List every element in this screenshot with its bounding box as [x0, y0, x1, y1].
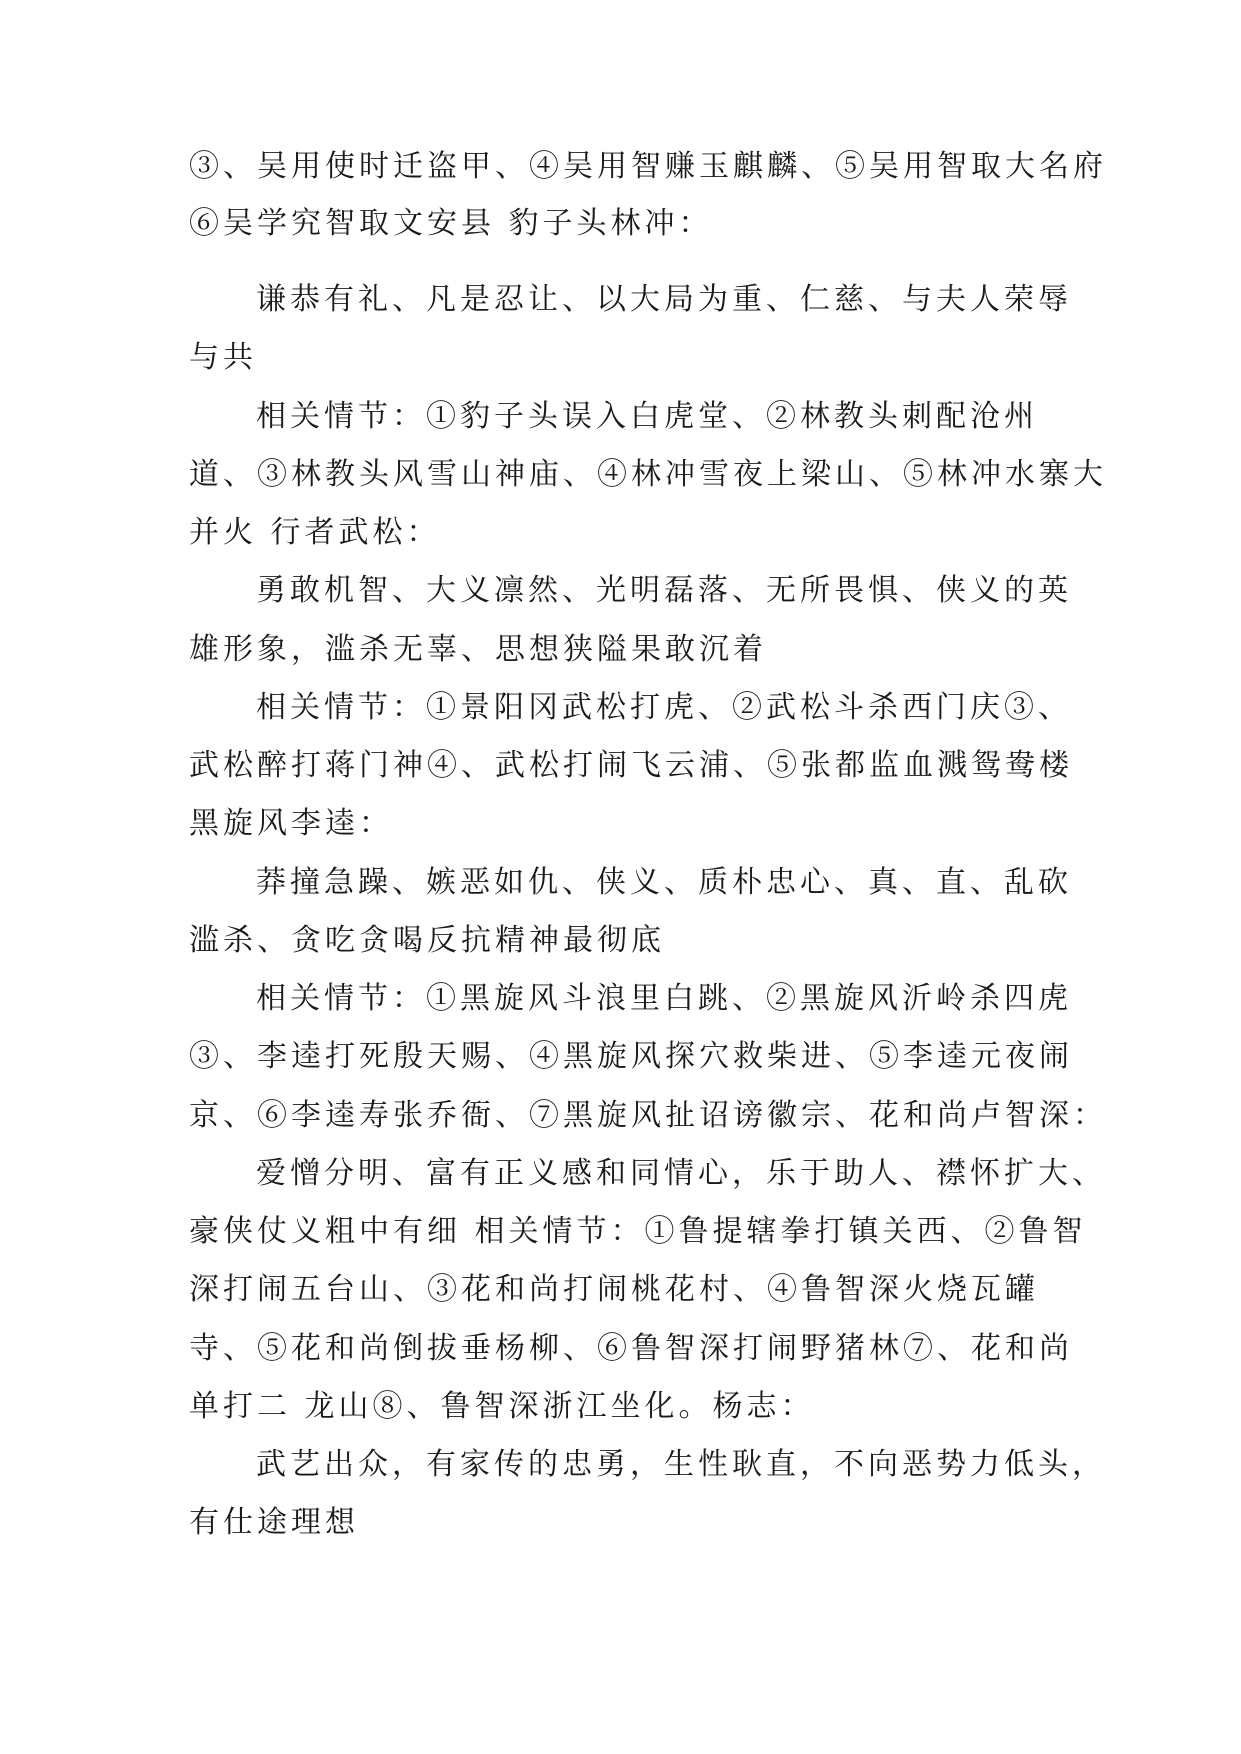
text-line: 深打闹五台山、③花和尚打闹桃花村、④鲁智深火烧瓦罐	[189, 1272, 1039, 1307]
text-line: 单打二 龙山⑧、鲁智深浙江坐化。杨志：	[189, 1389, 815, 1424]
text-line: ⑥吴学究智取文安县 豹子头林冲：	[189, 206, 713, 241]
text-line: 武艺出众，有家传的忠勇，生性耿直，不向恶势力低头，	[256, 1447, 1106, 1482]
text-line: 并火 行者武松：	[189, 515, 441, 550]
text-line: ③、李逵打死殷天赐、④黑旋风探穴救柴进、⑤李逵元夜闹	[189, 1039, 1073, 1074]
text-line: 相关情节：①黑旋风斗浪里白跳、②黑旋风沂岭杀四虎	[256, 981, 1072, 1016]
text-line: 寺、⑤花和尚倒拔垂杨柳、⑥鲁智深打闹野猪林⑦、花和尚	[189, 1331, 1073, 1366]
text-line: 京、⑥李逵寿张乔衙、⑦黑旋风扯诏谤徽宗、花和尚卢智深：	[189, 1098, 1107, 1133]
text-line: 爱憎分明、富有正义感和同情心，乐于助人、襟怀扩大、	[256, 1156, 1106, 1191]
text-line: 豪侠仗义粗中有细 相关情节：①鲁提辖拳打镇关西、②鲁智	[189, 1214, 1087, 1249]
text-line: 相关情节：①景阳冈武松打虎、②武松斗杀西门庆③、	[256, 690, 1072, 725]
text-line: 武松醉打蒋门神④、武松打闹飞云浦、⑤张都监血溅鸳鸯楼	[189, 748, 1073, 783]
text-line: 道、③林教头风雪山神庙、④林冲雪夜上梁山、⑤林冲水寨大	[189, 457, 1107, 492]
text-line: 谦恭有礼、凡是忍让、以大局为重、仁慈、与夫人荣辱	[256, 282, 1072, 317]
text-line: ③、吴用使时迁盗甲、④吴用智赚玉麒麟、⑤吴用智取大名府	[189, 149, 1107, 184]
text-line: 有仕途理想	[189, 1505, 359, 1540]
text-line: 黑旋风李逵：	[189, 806, 393, 841]
text-line: 滥杀、贪吃贪喝反抗精神最彻底	[189, 923, 665, 958]
text-line: 与共	[189, 340, 257, 375]
text-line: 勇敢机智、大义凛然、光明磊落、无所畏惧、侠义的英	[256, 573, 1072, 608]
text-line: 莽撞急躁、嫉恶如仇、侠义、质朴忠心、真、直、乱砍	[256, 865, 1072, 900]
text-line: 雄形象，滥杀无辜、思想狭隘果敢沉着	[189, 632, 767, 667]
text-line: 相关情节：①豹子头误入白虎堂、②林教头刺配沧州	[256, 399, 1038, 434]
